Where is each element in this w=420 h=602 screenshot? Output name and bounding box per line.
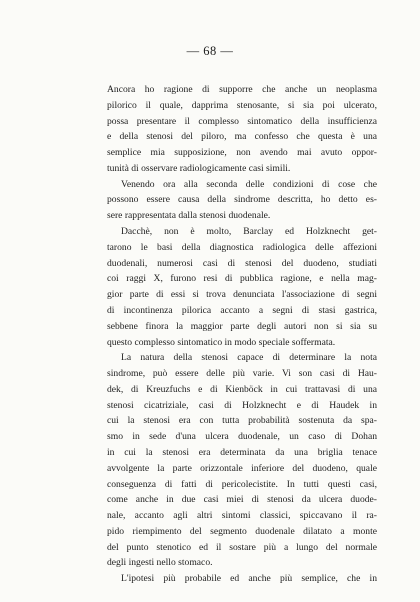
text-line: smo in sede d'una ulcera duodenale, un caso di Dohan: [107, 431, 377, 443]
text-line: del punto stenotico ed il sostare più a lungo del normale: [107, 541, 377, 553]
text-line: sindrome, può essere delle più varie. Vi son casi di Hau-: [107, 368, 377, 380]
text-line: Ancora ho ragione di supporre che anche un neoplasma: [107, 84, 377, 95]
text-line: L'ipotesi più probabile ed anche più semplice, che in: [121, 573, 377, 585]
text-line: coi raggi X, furono resi di pubblica ragione, e nella mag-: [107, 273, 377, 285]
text-line: sebbene finora la maggior parte degli autori non si sia su: [107, 320, 377, 332]
text-line: possa presentare il complesso sintomatico della insufficienza: [107, 115, 377, 127]
text-line: sere rappresentata dalla stenosi duodenale.: [107, 210, 271, 222]
text-line: dek, di Kreuzfuchs e di Kienböck in cui trattavasi di una: [107, 383, 377, 395]
page-number: — 68 —: [186, 44, 234, 58]
text-line: tarono le basi della diagnostica radiologica delle affezioni: [107, 241, 377, 253]
text-line: come anche in due casi miei di stenosi da ulcera duode-: [107, 494, 377, 506]
text-line: semplice mia supposizione, non avendo mai avuto oppor-: [107, 147, 377, 159]
text-line: pilorico il quale, dapprima stenosante, si sia poi ulcerato,: [107, 99, 377, 111]
text-line: stenosi cicatriziale, casi di Holzknecht e di Haudek in: [107, 399, 377, 411]
text-line: questo complesso sintomatico in modo speciale soffermata.: [107, 336, 336, 348]
text-line: tunità di osservare radiologicamente casi simili.: [107, 162, 291, 174]
text-line: cui la stenosi era con tutta probabilità sostenuta da spa-: [107, 415, 377, 427]
text-line: e della stenosi del piloro, ma confesso che questa è una: [107, 131, 377, 143]
text-line: pido riempimento del segmento duodenale dilatato a monte: [107, 525, 377, 537]
text-line: Venendo ora alla seconda delle condizioni di cose che: [121, 178, 377, 190]
text-line: duodenali, numerosi casi di stenosi del duodeno, studiati: [107, 257, 377, 269]
text-line: nale, accanto agli altri sintomi classici, spiccavano il ra-: [107, 510, 377, 522]
text-line: avvolgente la parte orizzontale inferiore del duodeno, quale: [107, 462, 377, 474]
text-line: gior parte di essi si trova denunciata l'associazione di segni: [107, 289, 377, 301]
text-line: degli ingesti nello stomaco.: [107, 557, 213, 569]
text-line: conseguenza di fatti di pericolecistite. In tutti questi casi,: [107, 478, 377, 490]
text-line: possono essere causa della sindrome descritta, ho detto es-: [107, 194, 377, 206]
text-line: La natura della stenosi capace di determinare la nota: [121, 352, 377, 364]
text-line: Dacchè, non è molto, Barclay ed Holzknecht get-: [121, 226, 377, 238]
text-line: in cui la stenosi era determinata da una briglia tenace: [107, 446, 377, 458]
text-line: di incontinenza pilorica accanto a segni di stasi gastrica,: [107, 304, 377, 316]
body-text: [107, 82, 377, 587]
